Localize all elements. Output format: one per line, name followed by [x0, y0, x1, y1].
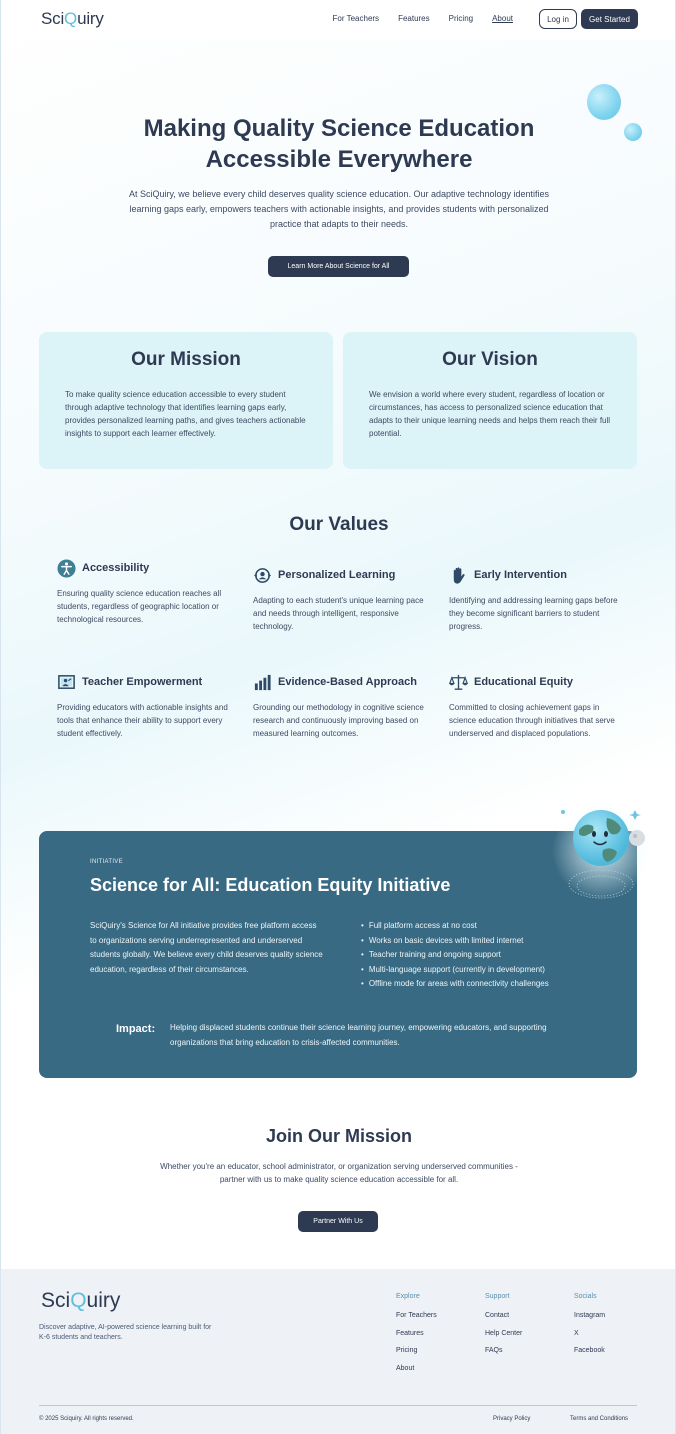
footer [1, 1269, 676, 1434]
footer-heading: Explore [396, 1293, 420, 1300]
footer-link[interactable]: X [574, 1329, 579, 1337]
mission-title: Our Mission [131, 349, 241, 370]
footer-column-explore [396, 1293, 476, 1382]
list-item: • Full platform access at no cost [361, 919, 549, 934]
footer-divider [39, 1405, 637, 1406]
initiative-section [39, 831, 637, 1078]
nav-link-about[interactable]: About [492, 14, 513, 23]
scales-icon [449, 673, 468, 692]
footer-link[interactable]: For Teachers [396, 1312, 437, 1319]
privacy-link[interactable]: Privacy Policy [493, 1416, 531, 1422]
footer-heading: Support [485, 1293, 510, 1300]
value-text: Adapting to each student's unique learning pace and needs through intelligent, responsive technology. [253, 596, 424, 631]
impact-label: Impact: [116, 1023, 156, 1035]
value-title: Accessibility [82, 562, 150, 574]
mission-text: To make quality science education accessible to every student through adaptive technology that identifies learning gaps early, provides personalized learning paths, and gives teachers actionable insights to support each learner effectively. [65, 390, 306, 438]
teacher-board-icon [57, 673, 76, 692]
join-description: Whether you're an educator, school administrator, or organization serving underserved communities - partner with us to make quality science education accessible for all. [160, 1162, 518, 1184]
value-text: Grounding our methodology in cognitive science research and continuously improving based on measured learning outcomes. [253, 703, 424, 738]
value-educational-equity [449, 672, 625, 740]
list-item: • Teacher training and ongoing support [361, 948, 549, 963]
footer-link[interactable]: Facebook [574, 1347, 605, 1354]
footer-link[interactable]: Features [396, 1329, 424, 1337]
value-accessibility [57, 558, 233, 626]
footer-logo[interactable]: SciQuiry [41, 1289, 121, 1312]
value-title: Early Intervention [474, 569, 567, 581]
terms-link[interactable]: Terms and Conditions [570, 1416, 629, 1422]
hero-title: Making Quality Science Education Accessible Everywhere [143, 115, 535, 173]
partner-button[interactable]: Partner With Us [298, 1211, 378, 1232]
footer-column-socials [574, 1293, 654, 1365]
value-evidence-based [253, 672, 429, 740]
learn-more-button[interactable]: Learn More About Science for All [268, 256, 409, 277]
nav-link-pricing[interactable]: Pricing [448, 14, 474, 23]
login-button[interactable]: Log in [539, 9, 577, 29]
logo[interactable]: SciQuiry [41, 9, 104, 28]
value-text: Providing educators with actionable insights and tools that enhance their ability to support every student effectively. [57, 703, 228, 738]
list-item: • Works on basic devices with limited internet [361, 934, 549, 949]
value-text: Committed to closing achievement gaps in science education through initiatives that serve underserved and displaced populations. [449, 703, 615, 738]
list-item: • Multi-language support (currently in development) [361, 963, 549, 978]
accessibility-icon [57, 559, 76, 578]
footer-link[interactable]: Contact [485, 1312, 510, 1319]
value-text: Ensuring quality science education reaches all students, regardless of geographic location or technological resources. [57, 589, 222, 624]
footer-tagline: Discover adaptive, AI-powered science learning built for K-6 students and teachers. [39, 1324, 212, 1341]
initiative-text: SciQuiry's Science for All initiative provides free platform access to organizations serving underrepresented and underserved students globally. We believe every child deserves quality science education, regardless of their circumstances. [90, 921, 323, 974]
impact-text: Helping displaced students continue their science learning journey, empowering educators, and supporting organizations that bring education to crisis-affected communities. [170, 1023, 547, 1047]
value-personalized-learning [253, 565, 429, 633]
initiative-kicker: INITIATIVE [90, 859, 123, 865]
globe-mascot-icon [549, 800, 657, 908]
initiative-title: Science for All: Education Equity Initiative [90, 875, 451, 895]
bar-chart-icon [253, 673, 272, 692]
value-title: Evidence-Based Approach [278, 676, 417, 688]
vision-text: We envision a world where every student, regardless of location or circumstances, has access to personalized science education that adapts to their unique learning needs and helps them reach their full potential. [369, 390, 611, 438]
initiative-bullets [361, 919, 549, 992]
personalized-learning-icon [253, 566, 272, 585]
value-title: Personalized Learning [278, 569, 396, 581]
vision-card [343, 332, 637, 469]
footer-column-support [485, 1293, 565, 1365]
footer-link[interactable]: FAQs [485, 1347, 503, 1354]
list-item: • Offline mode for areas with connectivity challenges [361, 977, 549, 992]
join-title: Join Our Mission [265, 1126, 412, 1146]
value-text: Identifying and addressing learning gaps before they become significant barriers to student progress. [449, 596, 618, 631]
nav-link-features[interactable]: Features [398, 14, 430, 23]
value-early-intervention [449, 565, 625, 633]
value-title: Teacher Empowerment [82, 676, 203, 688]
hand-icon [449, 566, 468, 585]
footer-link[interactable]: About [396, 1364, 415, 1372]
footer-link[interactable]: Instagram [574, 1312, 606, 1319]
footer-heading: Socials [574, 1293, 597, 1300]
get-started-button[interactable]: Get Started [581, 9, 638, 29]
values-title: Our Values [289, 514, 389, 535]
value-teacher-empowerment [57, 672, 233, 740]
vision-title: Our Vision [442, 349, 538, 370]
mission-card [39, 332, 333, 469]
nav-links [333, 14, 513, 23]
hero-description: At SciQuiry, we believe every child deserves quality science education. Our adaptive technology identifies learning gaps early, empowers teachers with actionable insights, and provides students with personalized practice that adapts to their needs. [128, 189, 550, 229]
copyright: © 2025 Sciquiry. All rights reserved. [39, 1416, 134, 1422]
footer-link[interactable]: Help Center [485, 1329, 523, 1337]
top-nav [1, 0, 676, 40]
footer-link[interactable]: Pricing [396, 1347, 418, 1354]
nav-link-for-teachers[interactable]: For Teachers [332, 14, 380, 23]
value-title: Educational Equity [474, 676, 574, 688]
